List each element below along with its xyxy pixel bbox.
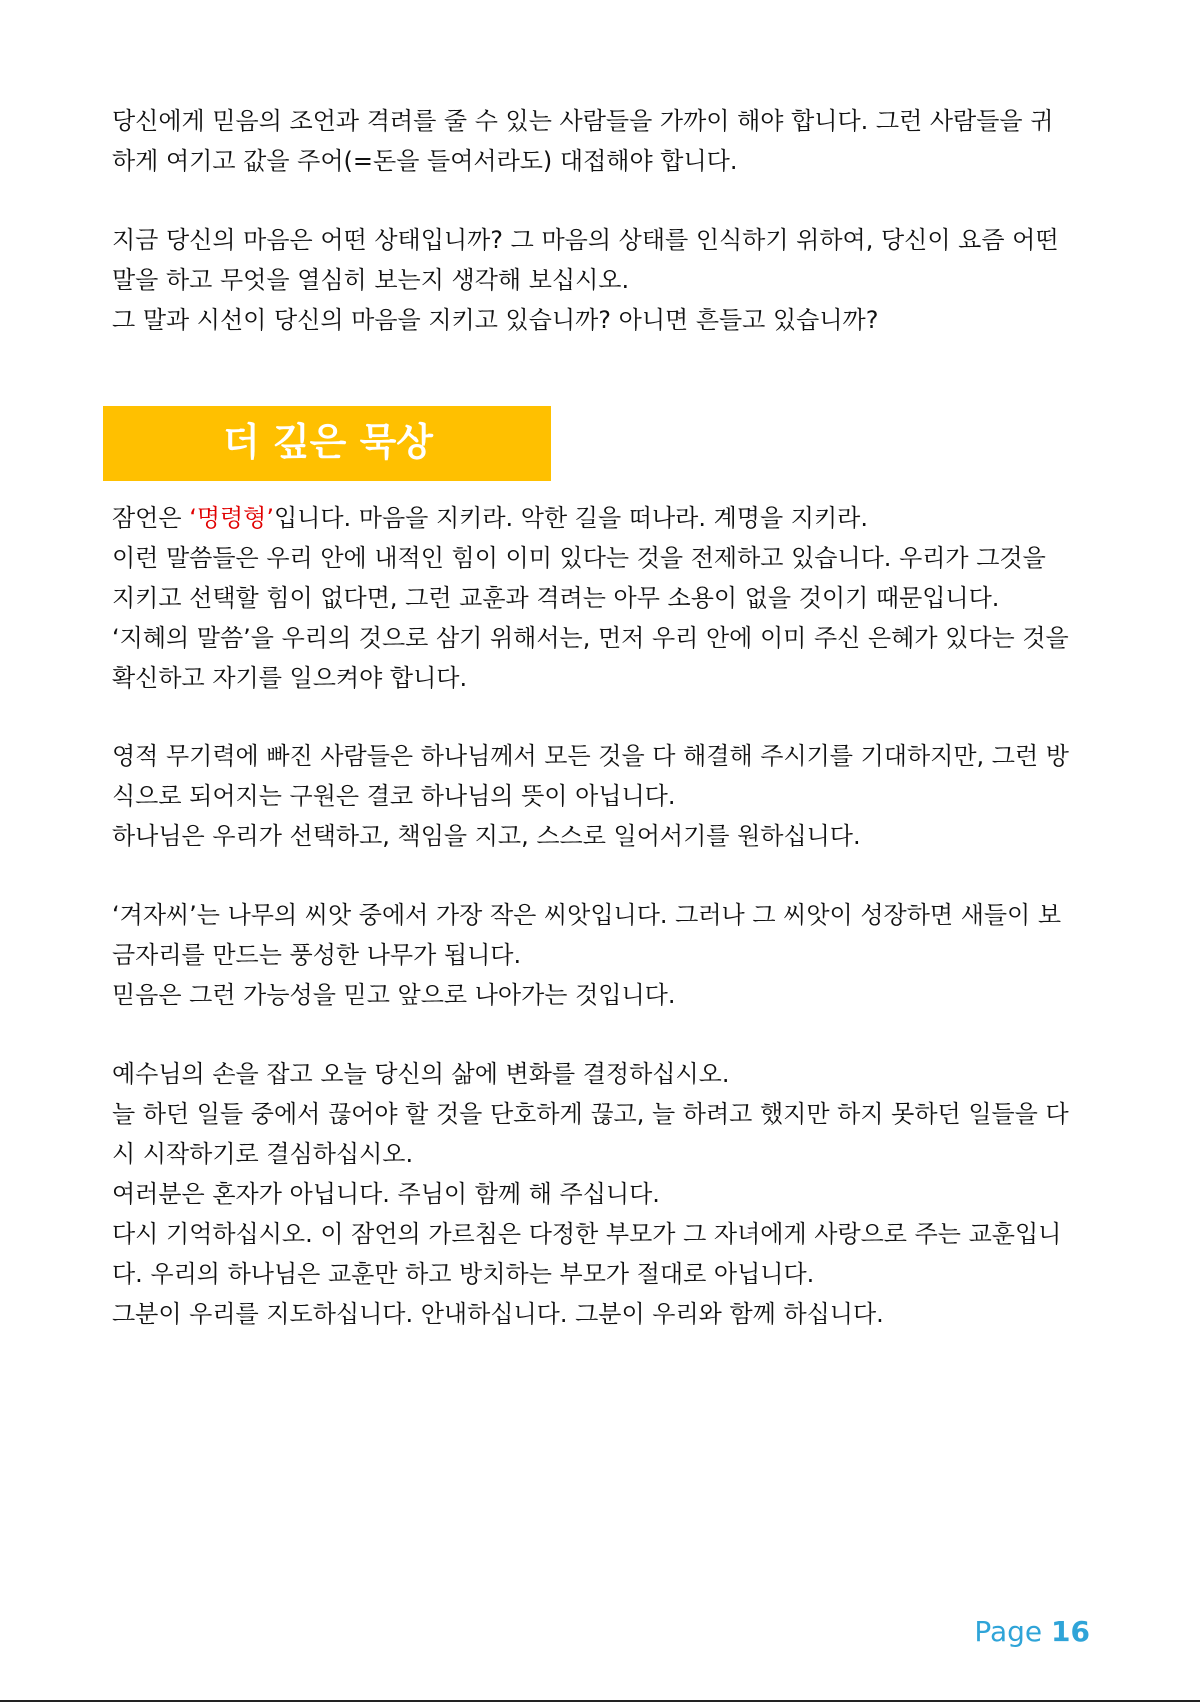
text-line: 하게 여기고 값을 주어(=돈을 들여서라도) 대접해야 합니다. (112, 147, 738, 175)
paragraph-section-4 (112, 1054, 1090, 1334)
text-line: ‘지혜의 말씀’을 우리의 것으로 삼기 위해서는, 먼저 우리 안에 이미 주신 은혜가 있다는 것을 (112, 624, 1069, 652)
text-line: 금자리를 만드는 풍성한 나무가 됩니다. (112, 941, 522, 969)
text-line: 그 말과 시선이 당신의 마음을 지키고 있습니까? 아니면 흔들고 있습니까? (112, 306, 879, 334)
paragraph-section-3 (112, 895, 1090, 1015)
paragraph-intro-2 (112, 220, 1090, 340)
text-line: 말을 하고 무엇을 열심히 보는지 생각해 보십시오. (112, 266, 630, 294)
highlight-text: ‘명령형’ (189, 504, 274, 532)
text-line: 여러분은 혼자가 아닙니다. 주님이 함께 해 주십니다. (112, 1180, 660, 1208)
paragraph-section-1 (112, 498, 1090, 698)
text-run: 입니다. 마음을 지키라. 악한 길을 떠나라. 계명을 지키라. (274, 504, 868, 532)
text-line: 지금 당신의 마음은 어떤 상태입니까? 그 마음의 상태를 인식하기 위하여, 당신이 요즘 어떤 (112, 226, 1059, 254)
text-line: 믿음은 그런 가능성을 믿고 앞으로 나아가는 것입니다. (112, 981, 676, 1009)
text-line: 지키고 선택할 힘이 없다면, 그런 교훈과 격려는 아무 소용이 없을 것이기 때문입니다. (112, 584, 1000, 612)
text-line: 영적 무기력에 빠진 사람들은 하나님께서 모든 것을 다 해결해 주시기를 기대하지만, 그런 방 (112, 742, 1069, 770)
text-line: 예수님의 손을 잡고 오늘 당신의 삶에 변화를 결정하십시오. (112, 1060, 730, 1088)
text-line: 하나님은 우리가 선택하고, 책임을 지고, 스스로 일어서기를 원하십니다. (112, 822, 861, 850)
text-line (112, 498, 1090, 538)
paragraph-section-2 (112, 736, 1090, 856)
text-run: 잠언은 (112, 504, 190, 532)
section-heading-banner (103, 406, 551, 481)
text-line: 다. 우리의 하나님은 교훈만 하고 방치하는 부모가 절대로 아닙니다. (112, 1260, 815, 1288)
text-line: 당신에게 믿음의 조언과 격려를 줄 수 있는 사람들을 가까이 해야 합니다. 그런 사람들을 귀 (112, 107, 1054, 135)
page-number-value: 16 (1051, 1615, 1090, 1648)
text-line: 확신하고 자기를 일으켜야 합니다. (112, 664, 468, 692)
text-line: 식으로 되어지는 구원은 결코 하나님의 뜻이 아닙니다. (112, 782, 676, 810)
text-line: 시 시작하기로 결심하십시오. (112, 1140, 414, 1168)
text-line: ‘겨자씨’는 나무의 씨앗 중에서 가장 작은 씨앗입니다. 그러나 그 씨앗이 성장하면 새들이 보 (112, 901, 1062, 929)
paragraph-intro-1 (112, 101, 1090, 181)
page-number (974, 1612, 1090, 1652)
text-line: 이런 말씀들은 우리 안에 내적인 힘이 이미 있다는 것을 전제하고 있습니다. 우리가 그것을 (112, 544, 1046, 572)
text-line: 그분이 우리를 지도하십니다. 안내하십니다. 그분이 우리와 함께 하십니다. (112, 1300, 884, 1328)
section-heading: 더 깊은 묵상 (223, 420, 433, 464)
page-label: Page (974, 1615, 1043, 1648)
text-line: 다시 기억하십시오. 이 잠언의 가르침은 다정한 부모가 그 자녀에게 사랑으로 주는 교훈입니 (112, 1220, 1062, 1248)
text-line: 늘 하던 일들 중에서 끊어야 할 것을 단호하게 끊고, 늘 하려고 했지만 하지 못하던 일들을 다 (112, 1100, 1069, 1128)
